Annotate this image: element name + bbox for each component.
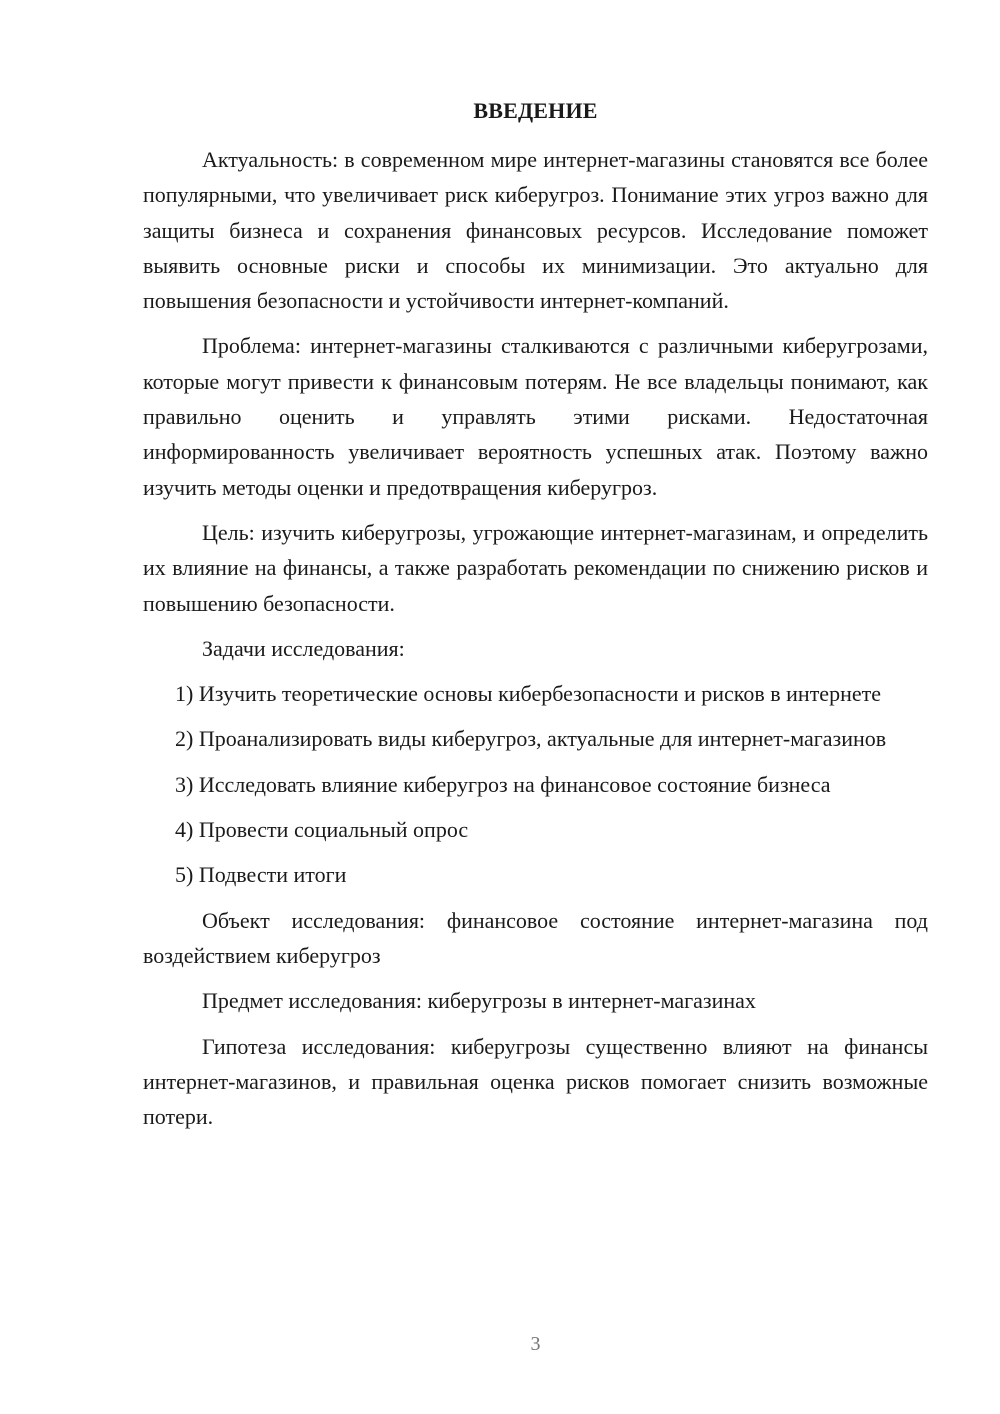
paragraph-tasks-heading: Задачи исследования: [202,635,405,661]
task-item-3: 3) Исследовать влияние киберугроз на финансовое состояние бизнеса [175,771,831,797]
page-number: 3 [530,1333,541,1355]
paragraph-object: Объект исследования: финансовое состояние интернет-магазина под воздействием киберугроз [143,907,928,968]
task-item-5: 5) Подвести итоги [175,862,347,888]
task-item-4: 4) Провести социальный опрос [175,817,469,843]
paragraph-goal: Цель: изучить киберугрозы, угрожающие интернет-магазинам, и определить их влияние на финансы, а также разработать рекомендации по снижению рисков и повышению безопасности. [143,519,928,616]
document-body [143,142,928,1144]
document-page [143,0,928,1414]
task-item-2: 2) Проанализировать виды киберугроз, актуальные для интернет-магазинов [175,726,887,752]
task-item-1: 1) Изучить теоретические основы кибербезопасности и рисков в интернете [175,681,881,707]
paragraph-relevance: Актуальность: в современном мире интернет-магазины становятся все более популярными, что увеличивает риск киберугроз. Понимание этих угроз важно для защиты бизнеса и сохранения финансовых ресурсов. Исследование поможет выявить основные риски и способы их минимизации. Это актуально для повышения безопасности и устойчивости интернет-компаний. [143,147,928,314]
paragraph-problem: Проблема: интернет-магазины сталкиваются с различными киберугрозами, которые могут привести к финансовым потерям. Не все владельцы понимают, как правильно оценить и управлять этими рисками. Недостаточная информированность увеличивает вероятность успешных атак. Поэтому важно изучить методы оценки и предотвращения киберугроз. [143,333,928,500]
paragraph-hypothesis: Гипотеза исследования: киберугрозы существенно влияют на финансы интернет-магазинов, и правильная оценка рисков помогает снизить возможные потери. [143,1033,928,1130]
page-title: ВВЕДЕНИЕ [473,98,598,123]
paragraph-subject: Предмет исследования: киберугрозы в интернет-магазинах [202,988,756,1014]
